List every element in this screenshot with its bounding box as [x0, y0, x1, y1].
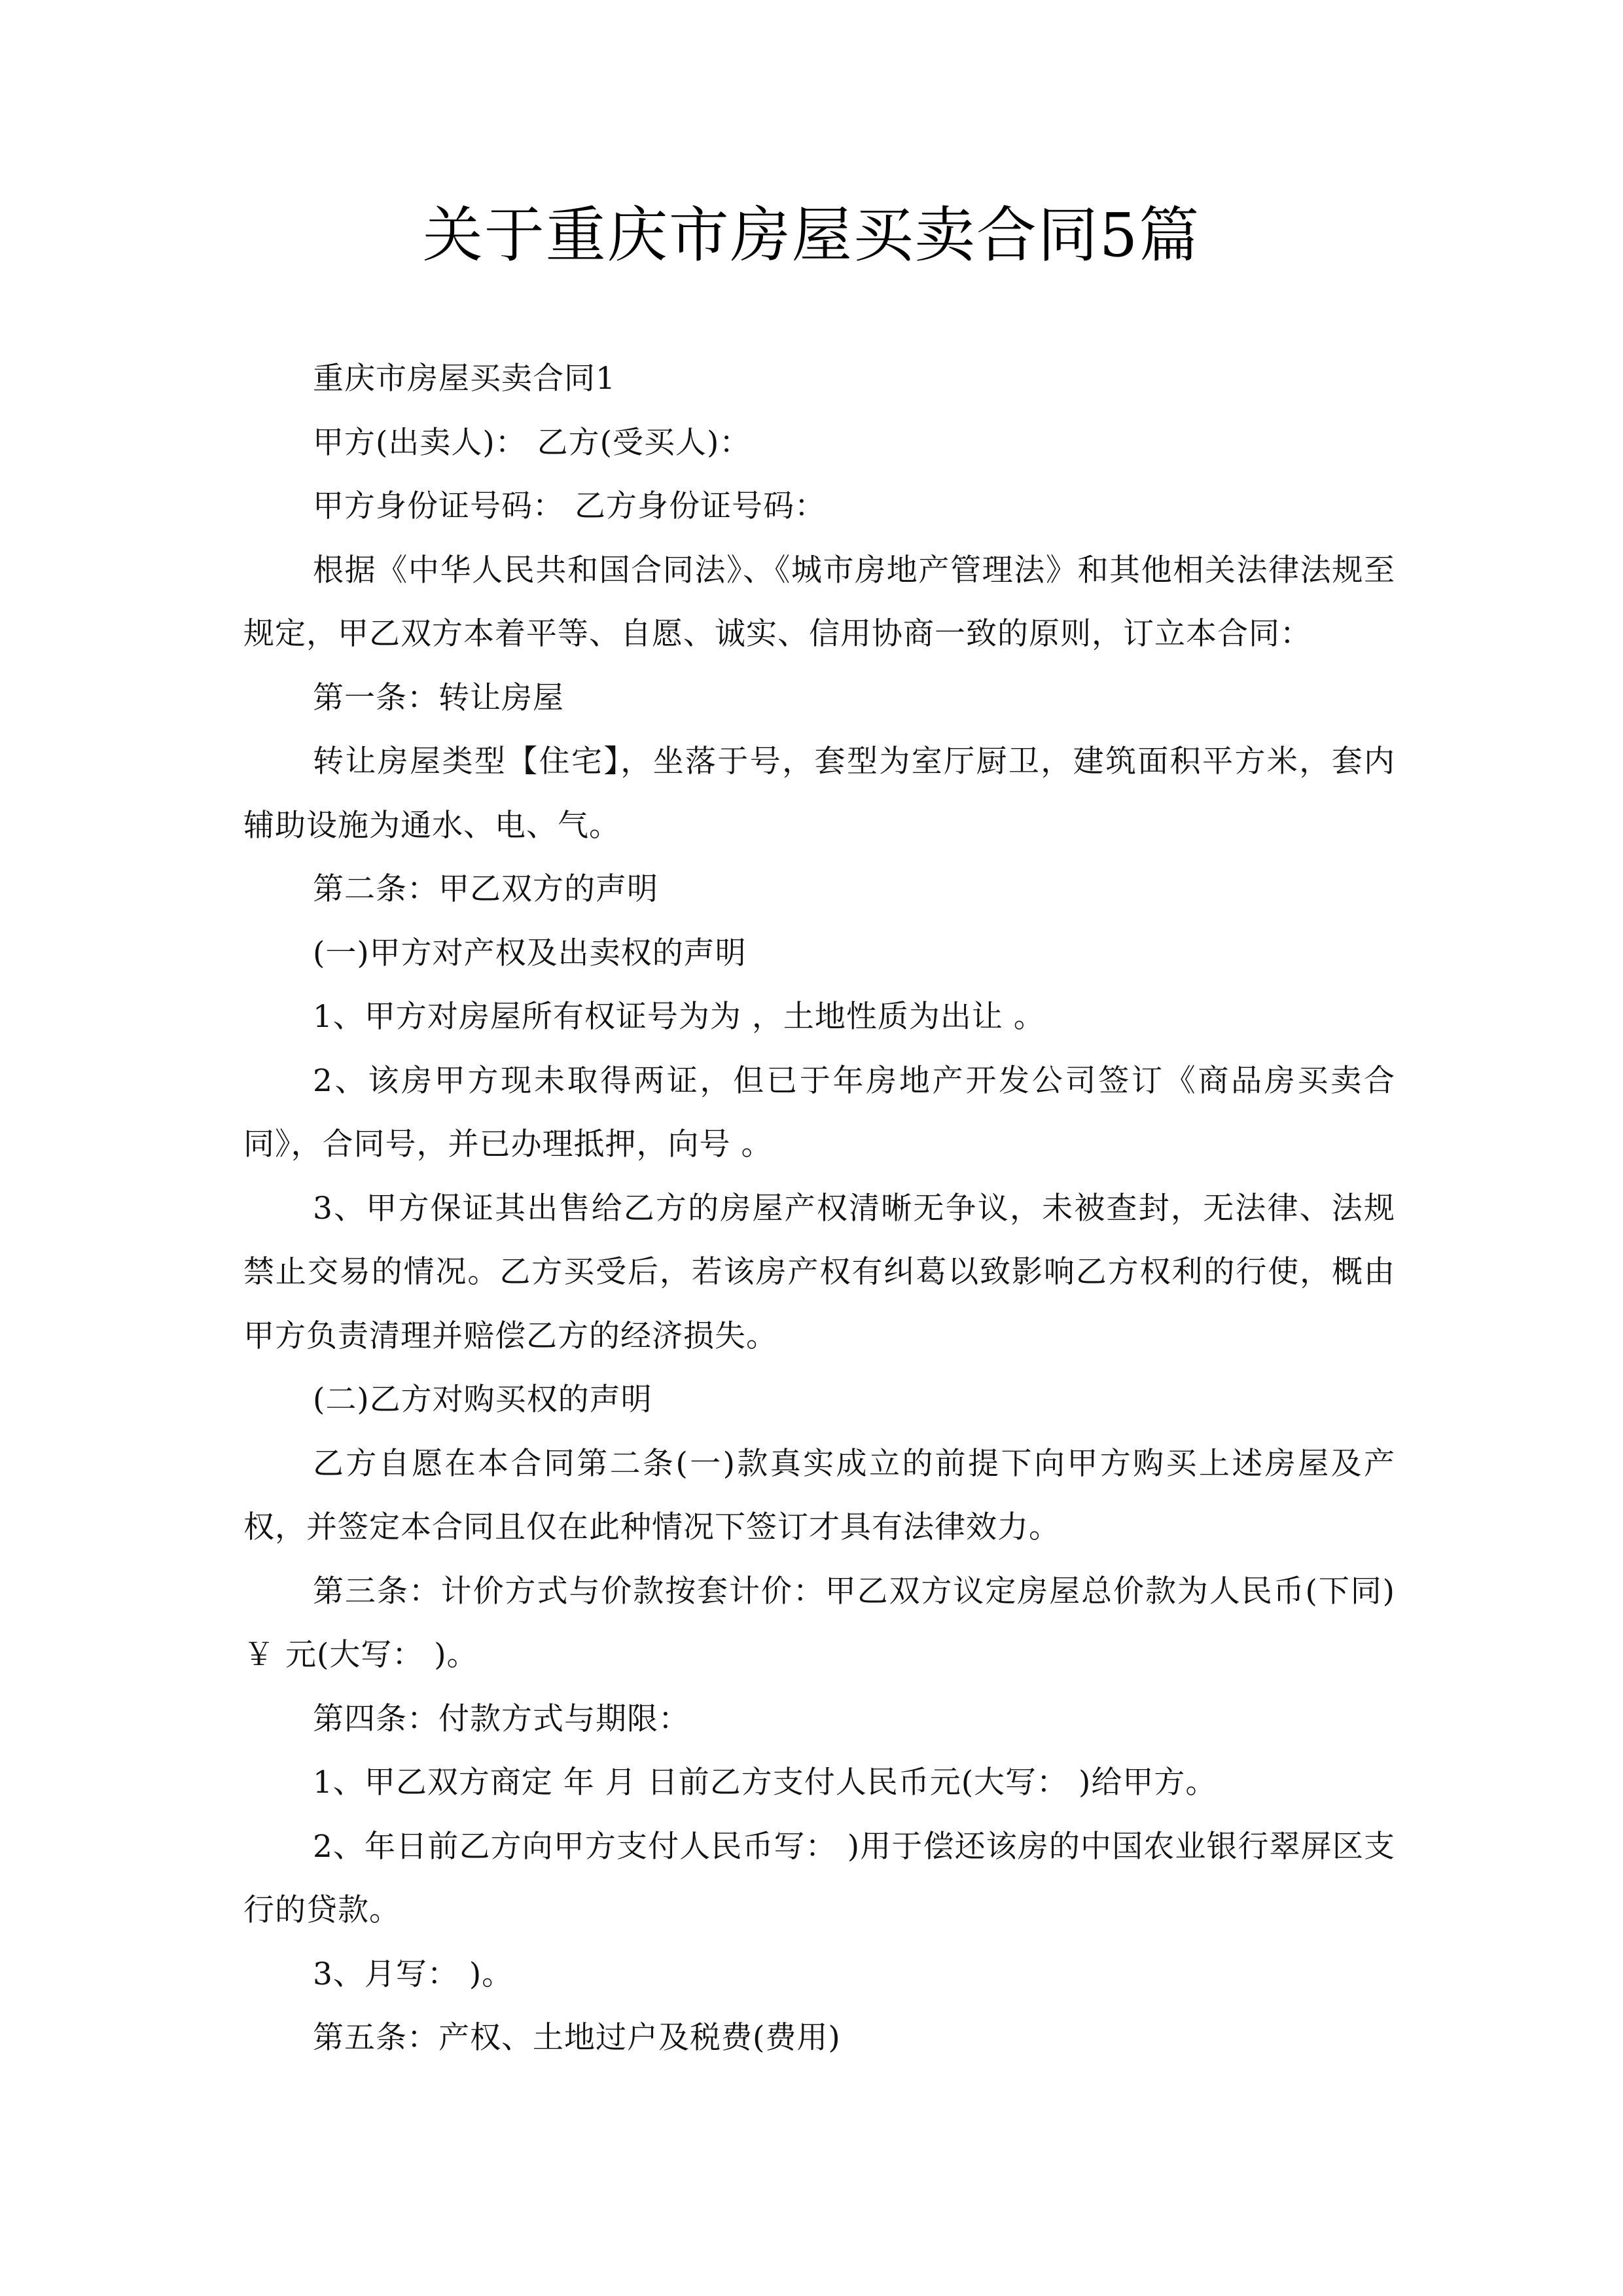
article-3-paragraph: 第三条：计价方式与价款按套计价：甲乙双方议定房屋总价款为人民币(下同)￥ 元(大写： )。: [243, 1573, 1395, 1673]
document-body: [243, 347, 1395, 2070]
article-4-item-3: 3、月写： )。: [313, 1956, 514, 1992]
article-1-heading: 第一条：转让房屋: [313, 679, 564, 716]
article-2-subsection-2: (二)乙方对购买权的声明: [313, 1382, 652, 1418]
document-title: 关于重庆市房屋买卖合同5篇: [422, 200, 1201, 270]
parties-line: 甲方(出卖人)： 乙方(受买人)：: [313, 424, 751, 461]
article-2-item-3: 3、甲方保证其出售给乙方的房屋产权清晰无争议，未被查封，无法律、法规禁止交易的情况。乙方买受后，若该房产权有纠葛以致影响乙方权利的行使，概由甲方负责清理并赔偿乙方的经济损失。: [243, 1190, 1395, 1354]
article-4-item-2: 2、年日前乙方向甲方支付人民币写： )用于偿还该房的中国农业银行翠屏区支行的贷款。: [243, 1828, 1395, 1928]
article-4-item-1: 1、甲乙双方商定 年 月 日前乙方支付人民币元(大写： )给甲方。: [313, 1765, 1217, 1801]
article-4-heading: 第四条：付款方式与期限：: [313, 1700, 690, 1737]
article-2-item-2: 2、该房甲方现未取得两证，但已于年房地产开发公司签订《商品房买卖合同》，合同号，并已办理抵押，向号 。: [243, 1062, 1395, 1162]
preamble-paragraph: 根据《中华人民共和国合同法》、《城市房地产管理法》和其他相关法律法规至规定，甲乙双方本着平等、自愿、诚实、信用协商一致的原则，订立本合同：: [243, 552, 1395, 652]
article-2-item-1: 1、甲方对房屋所有权证号为为 ，土地性质为出让 。: [313, 999, 1045, 1035]
article-5-heading: 第五条：产权、土地过户及税费(费用): [313, 2020, 841, 2056]
id-numbers-line: 甲方身份证号码： 乙方身份证号码：: [313, 488, 826, 524]
article-2-subsection-1: (一)甲方对产权及出卖权的声明: [313, 935, 747, 971]
article-1-body: 转让房屋类型【住宅】，坐落于号，套型为室厅厨卫，建筑面积平方米，套内辅助设施为通水、电、气。: [243, 744, 1395, 844]
contract-heading: 重庆市房屋买卖合同1: [313, 361, 616, 397]
article-2-heading: 第二条：甲乙双方的声明: [313, 871, 658, 907]
article-2-subsection-2-body: 乙方自愿在本合同第二条(一)款真实成立的前提下向甲方购买上述房屋及产权，并签定本合同且仅在此种情况下签订才具有法律效力。: [243, 1445, 1395, 1545]
